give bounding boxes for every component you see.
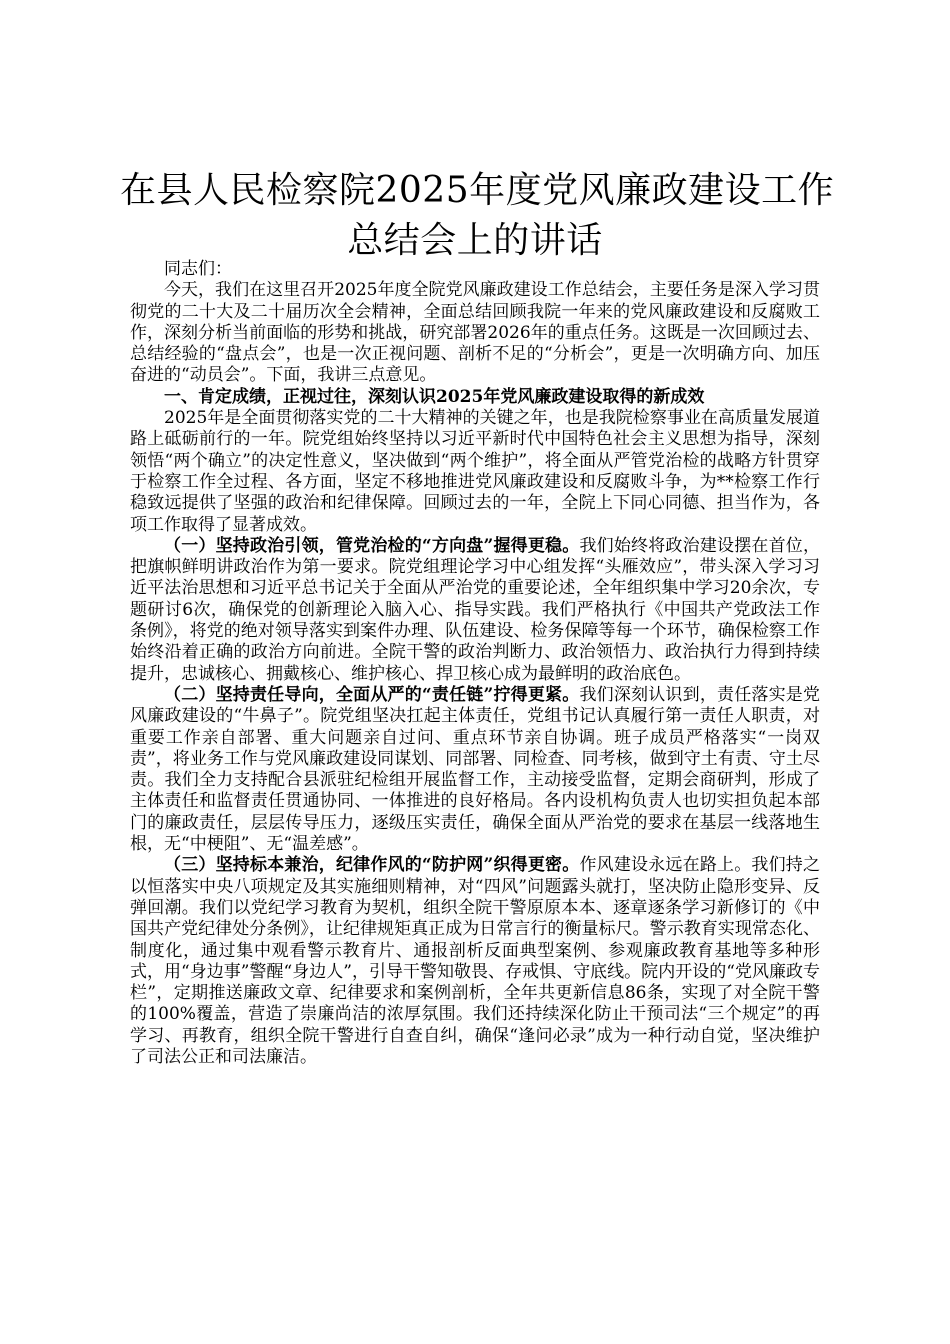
document-title (120, 166, 835, 266)
point-lead: （二）坚持责任导向，全面从严的“责任链”拧得更紧。 (164, 684, 580, 705)
greeting: 同志们： (164, 259, 232, 279)
section-paragraph: 2025年是全面贯彻落实党的二十大精神的关键之年，也是我院检察事业在高质量发展道路上砥砺前行的一年。院党组始终坚持以习近平新时代中国特色社会主义思想为指导，深刻领悟“两个确立”的决定性意义，坚决做到“两个维护”，将全面从严管党治检的战略方针贯穿于检察工作全过程、各方面，坚定不移地推进党风廉政建设和反腐败斗争，为**检察工作行稳致远提供了坚强的政治和纪律保障。回顾过去的一年，全院上下同心同德、担当作为，各项工作取得了显著成效。 (130, 408, 820, 535)
point-body: 作风建设永远在路上。我们持之以恒落实中央八项规定及其实施细则精神，对“四风”问题露头就打，坚决防止隐形变异、反弹回潮。我们以党纪学习教育为契机，组织全院干警原原本本、逐章逐条学习新修订的《中国共产党纪律处分条例》，让纪律规矩真正成为日常言行的衡量标尺。警示教育实现常态化、制度化，通过集中观看警示教育片、通报剖析反面典型案例、参观廉政教育基地等多种形式，用“身边事”警醒“身边人”，引导干警知敬畏、存戒惧、守底线。院内开设的“党风廉政专栏”，定期推送廉政文章、纪律要求和案例剖析，全年共更新信息86条，实现了对全院干警的100%覆盖，营造了崇廉尚洁的浓厚氛围。我们还持续深化防止干预司法“三个规定”的再学习、再教育，组织全院干警进行自查自纠，确保“逢问必录”成为一种行动自觉，坚决维护了司法公正和司法廉洁。 (130, 855, 820, 1067)
point-lead: （一）坚持政治引领，管党治检的“方向盘”握得更稳。 (164, 535, 580, 556)
title-line-2: 总结会上的讲话 (347, 220, 603, 261)
intro-paragraph: 今天，我们在这里召开2025年度全院党风廉政建设工作总结会，主要任务是深入学习贯彻党的二十大及二十届历次全会精神，全面总结回顾我院一年来的党风廉政建设和反腐败工作，深刻分析当前面临的形势和挑战，研究部署2026年的重点任务。这既是一次回顾过去、总结经验的“盘点会”，也是一次正视问题、剖析不足的“分析会”，更是一次明确方向、加压奋进的“动员会”。下面，我讲三点意见。 (130, 280, 820, 386)
point-paragraph (130, 536, 820, 685)
point-body: 我们始终将政治建设摆在首位，把旗帜鲜明讲政治作为第一要求。院党组理论学习中心组发挥“头雁效应”，带头深入学习习近平法治思想和习近平总书记关于全面从严治党的重要论述，全年组织集中学习20余次，专题研讨6次，确保党的创新理论入脑入心、指导实践。我们严格执行《中国共产党政法工作条例》，将党的绝对领导落实到案件办理、队伍建设、检务保障等每一个环节，确保检察工作始终沿着正确的政治方向前进。全院干警的政治判断力、政治领悟力、政治执行力得到持续提升，忠诚核心、拥戴核心、维护核心、捍卫核心成为最鲜明的政治底色。 (130, 535, 820, 684)
document-body (130, 259, 820, 1068)
section-heading: 一、肯定成绩，正视过往，深刻认识2025年党风廉政建设取得的新成效 (164, 386, 705, 407)
point-paragraph (130, 855, 820, 1068)
point-body: 我们深刻认识到，责任落实是党风廉政建设的“牛鼻子”。院党组坚决扛起主体责任，党组书记认真履行第一责任人职责，对重要工作亲自部署、重大问题亲自过问、重点环节亲自协调。班子成员严格落实“一岗双责”，将业务工作与党风廉政建设同谋划、同部署、同检查、同考核，做到守土有责、守土尽责。我们全力支持配合县派驻纪检组开展监督工作，主动接受监督，定期会商研判，形成了主体责任和监督责任贯通协同、一体推进的良好格局。各内设机构负责人也切实担负起本部门的廉政责任，层层传导压力，逐级压实责任，确保全面从严治党的要求在基层一线落地生根，无“中梗阻”、无“温差感”。 (130, 684, 820, 855)
title-line-1: 在县人民检察院2025年度党风廉政建设工作 (120, 170, 835, 211)
point-lead: （三）坚持标本兼治，纪律作风的“防护网”织得更密。 (164, 855, 580, 876)
point-paragraph (130, 685, 820, 855)
